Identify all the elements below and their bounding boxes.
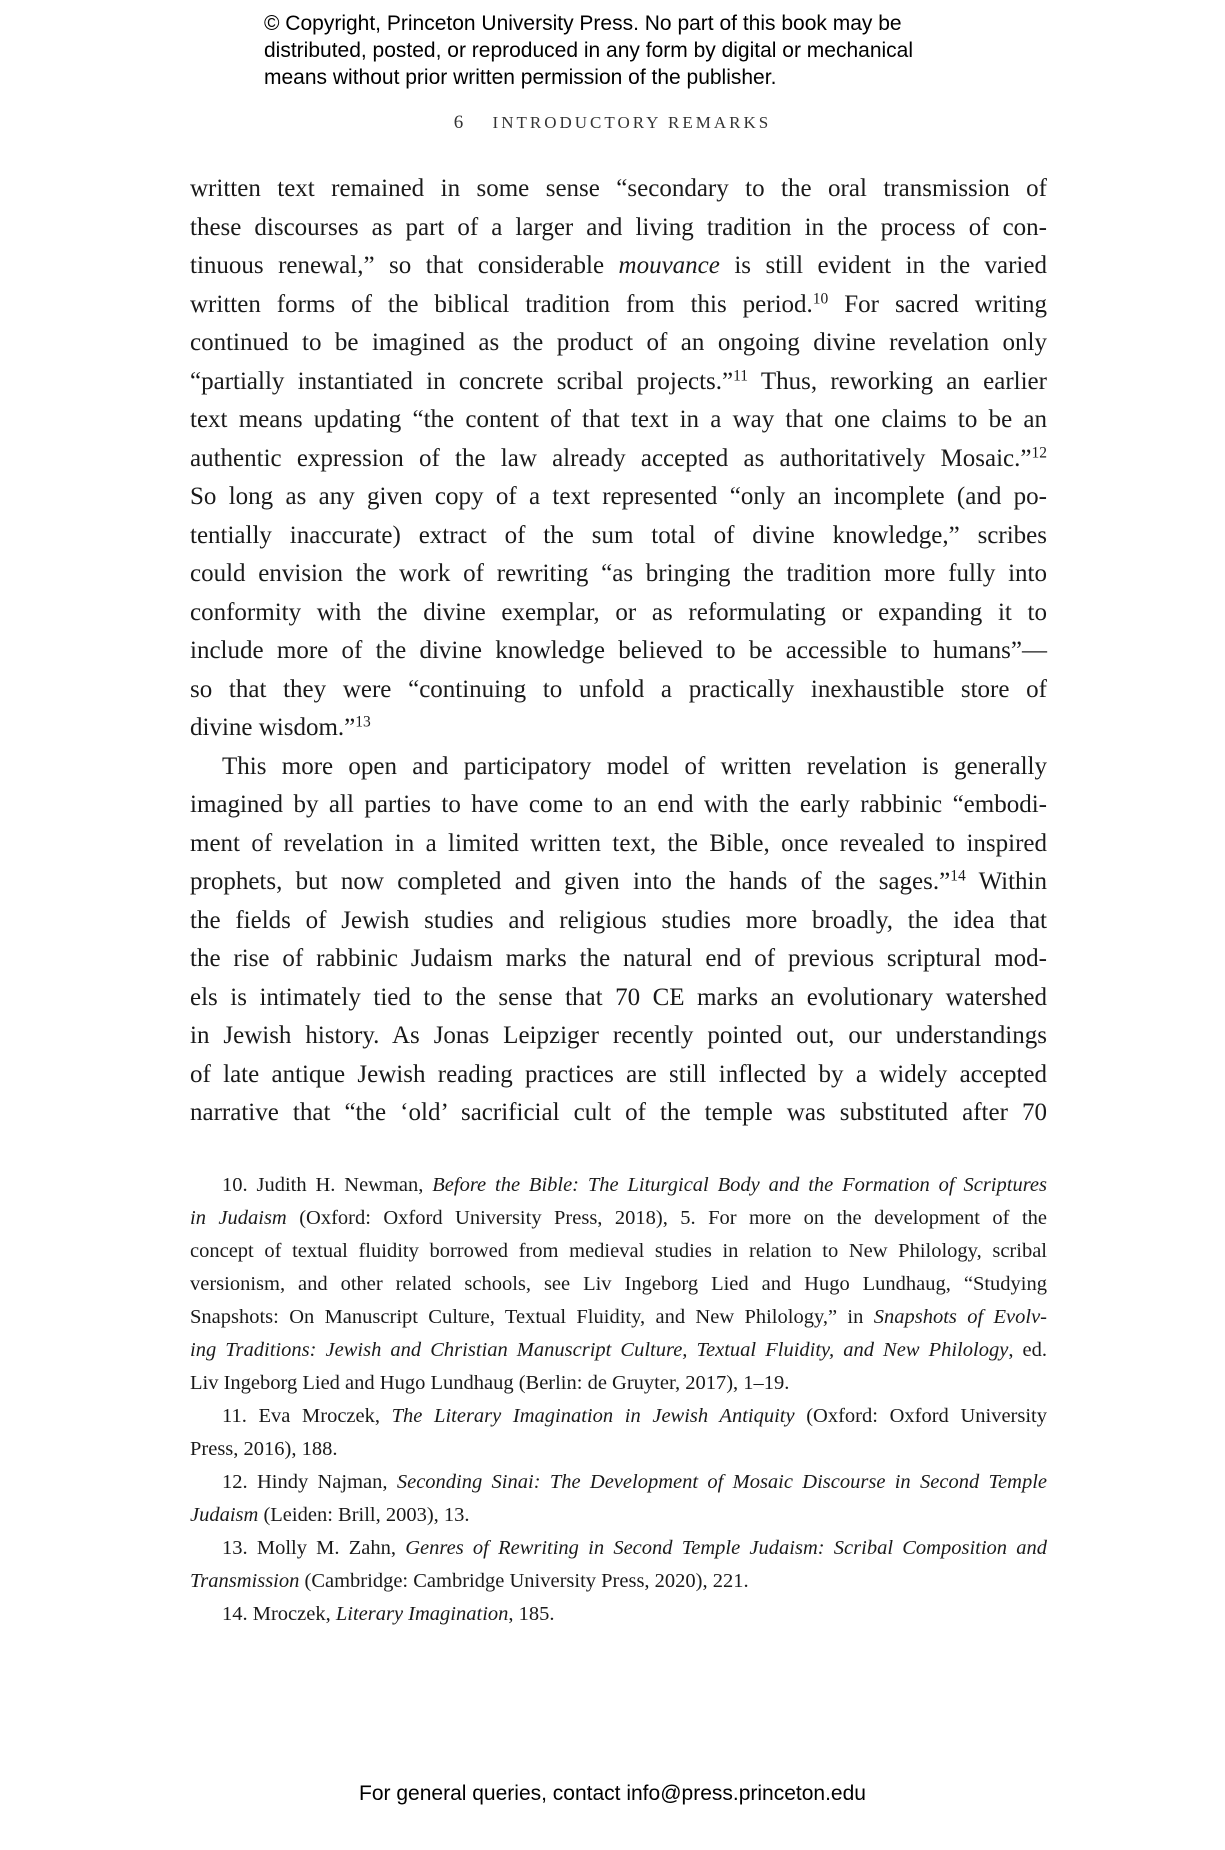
body-line [190, 555, 1047, 594]
footnote-line [190, 1367, 1047, 1400]
body-line [190, 440, 1047, 479]
text-run: (Cambridge: Cambridge University Press, 2020), 221. [299, 1570, 749, 1592]
body-text [190, 170, 1047, 1133]
text-run: divine wisdom.” [190, 714, 356, 741]
body-line [190, 401, 1047, 440]
text-run: authentic expression of the law already accepted as authoritatively Mosaic.” [190, 444, 1032, 472]
text-run: 14. Mroczek, [222, 1603, 336, 1625]
italic-text: Seconding Sinai: The Development of Mosaic Discourse in Second Temple [396, 1471, 1047, 1493]
text-run: of late antique Jewish reading practices are still inflected by a widely accepted [190, 1060, 1047, 1088]
text-run: prophets, but now completed and given into the hands of the sages.” [190, 868, 951, 895]
footnote-line [190, 1301, 1047, 1334]
footnote-line [190, 1202, 1047, 1235]
text-run: written forms of the biblical tradition from this period. [190, 290, 813, 318]
footnote-line [190, 1565, 1047, 1598]
footnote-line [190, 1433, 1047, 1466]
text-run: text means updating “the content of that text in a way that one claims to be an [190, 406, 1047, 433]
text-run: , ed. [1008, 1339, 1048, 1361]
body-line [190, 363, 1047, 402]
footnote-line [190, 1532, 1047, 1565]
text-run: For sacred writing [828, 290, 1047, 318]
text-run: concept of textual fluidity borrowed from medieval studies in relation to New Philology, scribal [190, 1240, 1047, 1262]
body-line [190, 324, 1047, 363]
footer-contact: For general queries, contact info@press.princeton.edu [359, 1782, 866, 1805]
copyright-notice [264, 10, 913, 91]
text-run: the rise of rabbinic Judaism marks the natural end of previous scriptural mod- [190, 945, 1047, 972]
text-run: (Leiden: Brill, 2003), 13. [258, 1504, 470, 1526]
footnote-reference[interactable]: 14 [950, 867, 966, 885]
text-run: continued to be imagined as the product of an ongoing divine revelation only [190, 329, 1047, 356]
text-run: (Oxford: Oxford University Press, 2018), 5. For more on the development of the [286, 1207, 1047, 1229]
body-line [190, 517, 1047, 556]
text-run: tentially inaccurate) extract of the sum total of divine knowledge,” scribes [190, 521, 1047, 549]
body-line [190, 170, 1047, 209]
text-run: so that they were “continuing to unfold a practically inexhaustible store of [190, 675, 1047, 703]
text-run: could envision the work of rewriting “as bringing the tradition more fully into [190, 560, 1047, 587]
text-run: Within [965, 868, 1047, 895]
text-run: This more open and participatory model of written revelation is generally [222, 752, 1047, 780]
copyright-line: distributed, posted, or reproduced in any form by digital or mechanical [264, 39, 914, 62]
footnote-line [190, 1235, 1047, 1268]
italic-text: in Judaism [190, 1207, 287, 1229]
footnote-reference[interactable]: 11 [733, 366, 749, 384]
text-run: conformity with the divine exemplar, or as reformulating or expanding it to [190, 598, 1047, 626]
body-line [190, 709, 1047, 748]
footnote-line [190, 1169, 1047, 1202]
text-run: So long as any given copy of a text represented “only an incomplete (and po- [190, 483, 1047, 510]
footnote-line [190, 1334, 1047, 1367]
body-line [190, 478, 1047, 517]
body-line [190, 979, 1047, 1018]
text-run: Thus, reworking an earlier [748, 367, 1047, 395]
footnote-reference[interactable]: 10 [812, 289, 829, 307]
body-line [190, 671, 1047, 710]
body-line [190, 1056, 1047, 1095]
text-run: narrative that “the ‘old’ sacrificial cult of the temple was substituted after 70 [190, 1099, 1047, 1126]
body-line [190, 825, 1047, 864]
body-line [190, 1017, 1047, 1056]
italic-text: ing Traditions: Jewish and Christian Manuscript Culture, Textual Fluidity, and New Philology [190, 1339, 1009, 1361]
footnote-line [190, 1598, 1047, 1631]
text-run: these discourses as part of a larger and living tradition in the process of con- [190, 213, 1047, 241]
footnote-line [190, 1499, 1047, 1532]
text-run: is still evident in the varied [719, 252, 1047, 279]
text-run: els is intimately tied to the sense that 70 CE marks an evolutionary watershed [190, 983, 1047, 1011]
footnote-line [190, 1268, 1047, 1301]
italic-text: mouvance [618, 252, 720, 279]
text-run: , 185. [508, 1603, 555, 1625]
footnote-reference[interactable]: 13 [355, 713, 371, 731]
footnote-line [190, 1400, 1047, 1433]
running-head [0, 112, 1225, 134]
italic-text: Literary Imagination [335, 1603, 509, 1625]
italic-text: Before the Bible: The Liturgical Body and the Formation of Scriptures [432, 1174, 1047, 1196]
text-run: 13. Molly M. Zahn, [222, 1537, 406, 1559]
copyright-line: means without prior written permission of the publisher. [264, 66, 777, 89]
italic-text: Snapshots of Evolv- [873, 1306, 1047, 1328]
text-run: Press, 2016), 188. [190, 1438, 338, 1460]
italic-text: Judaism [190, 1504, 259, 1526]
footnote-line [190, 1466, 1047, 1499]
text-run: ment of revelation in a limited written text, the Bible, once revealed to inspired [190, 829, 1047, 857]
body-line [190, 209, 1047, 248]
text-run: 10. Judith H. Newman, [222, 1174, 433, 1196]
body-line [190, 594, 1047, 633]
italic-text: Genres of Rewriting in Second Temple Judaism: Scribal Composition and [405, 1537, 1047, 1559]
italic-text: The Literary Imagination in Jewish Antiquity [391, 1405, 795, 1427]
text-run: imagined by all parties to have come to an end with the early rabbinic “embodi- [190, 791, 1047, 818]
text-run: the fields of Jewish studies and religious studies more broadly, the idea that [190, 906, 1047, 934]
text-run: 12. Hindy Najman, [222, 1471, 397, 1493]
text-run: written text remained in some sense “secondary to the oral transmission of [190, 175, 1047, 202]
text-run: (Oxford: Oxford University [794, 1405, 1047, 1427]
body-line [190, 786, 1047, 825]
body-line [190, 863, 1047, 902]
copyright-line: © Copyright, Princeton University Press. No part of this book may be [264, 12, 902, 35]
text-run: Snapshots: On Manuscript Culture, Textual Fluidity, and New Philology,” in [190, 1306, 874, 1328]
body-line [190, 748, 1047, 787]
chapter-title: INTRODUCTORY REMARKS [492, 113, 772, 132]
text-run: in Jewish history. As Jonas Leipziger recently pointed out, our understandings [190, 1022, 1047, 1049]
italic-text: Transmission [190, 1570, 300, 1592]
text-run: include more of the divine knowledge believed to be accessible to humans”— [190, 637, 1047, 664]
footnote-reference[interactable]: 12 [1031, 443, 1047, 461]
text-run: Liv Ingeborg Lied and Hugo Lundhaug (Berlin: de Gruyter, 2017), 1–19. [190, 1372, 790, 1394]
page-number: 6 [453, 112, 464, 133]
body-line [190, 940, 1047, 979]
text-run: versionism, and other related schools, see Liv Ingeborg Lied and Hugo Lundhaug, “Studying [190, 1273, 1047, 1295]
body-line [190, 1094, 1047, 1133]
body-line [190, 247, 1047, 286]
text-run: 11. Eva Mroczek, [222, 1405, 392, 1427]
body-line [190, 286, 1047, 325]
footnotes [190, 1169, 1047, 1631]
text-run: “partially instantiated in concrete scribal projects.” [190, 367, 734, 395]
text-run: tinuous renewal,” so that considerable [190, 252, 619, 279]
body-line [190, 902, 1047, 941]
body-line [190, 632, 1047, 671]
